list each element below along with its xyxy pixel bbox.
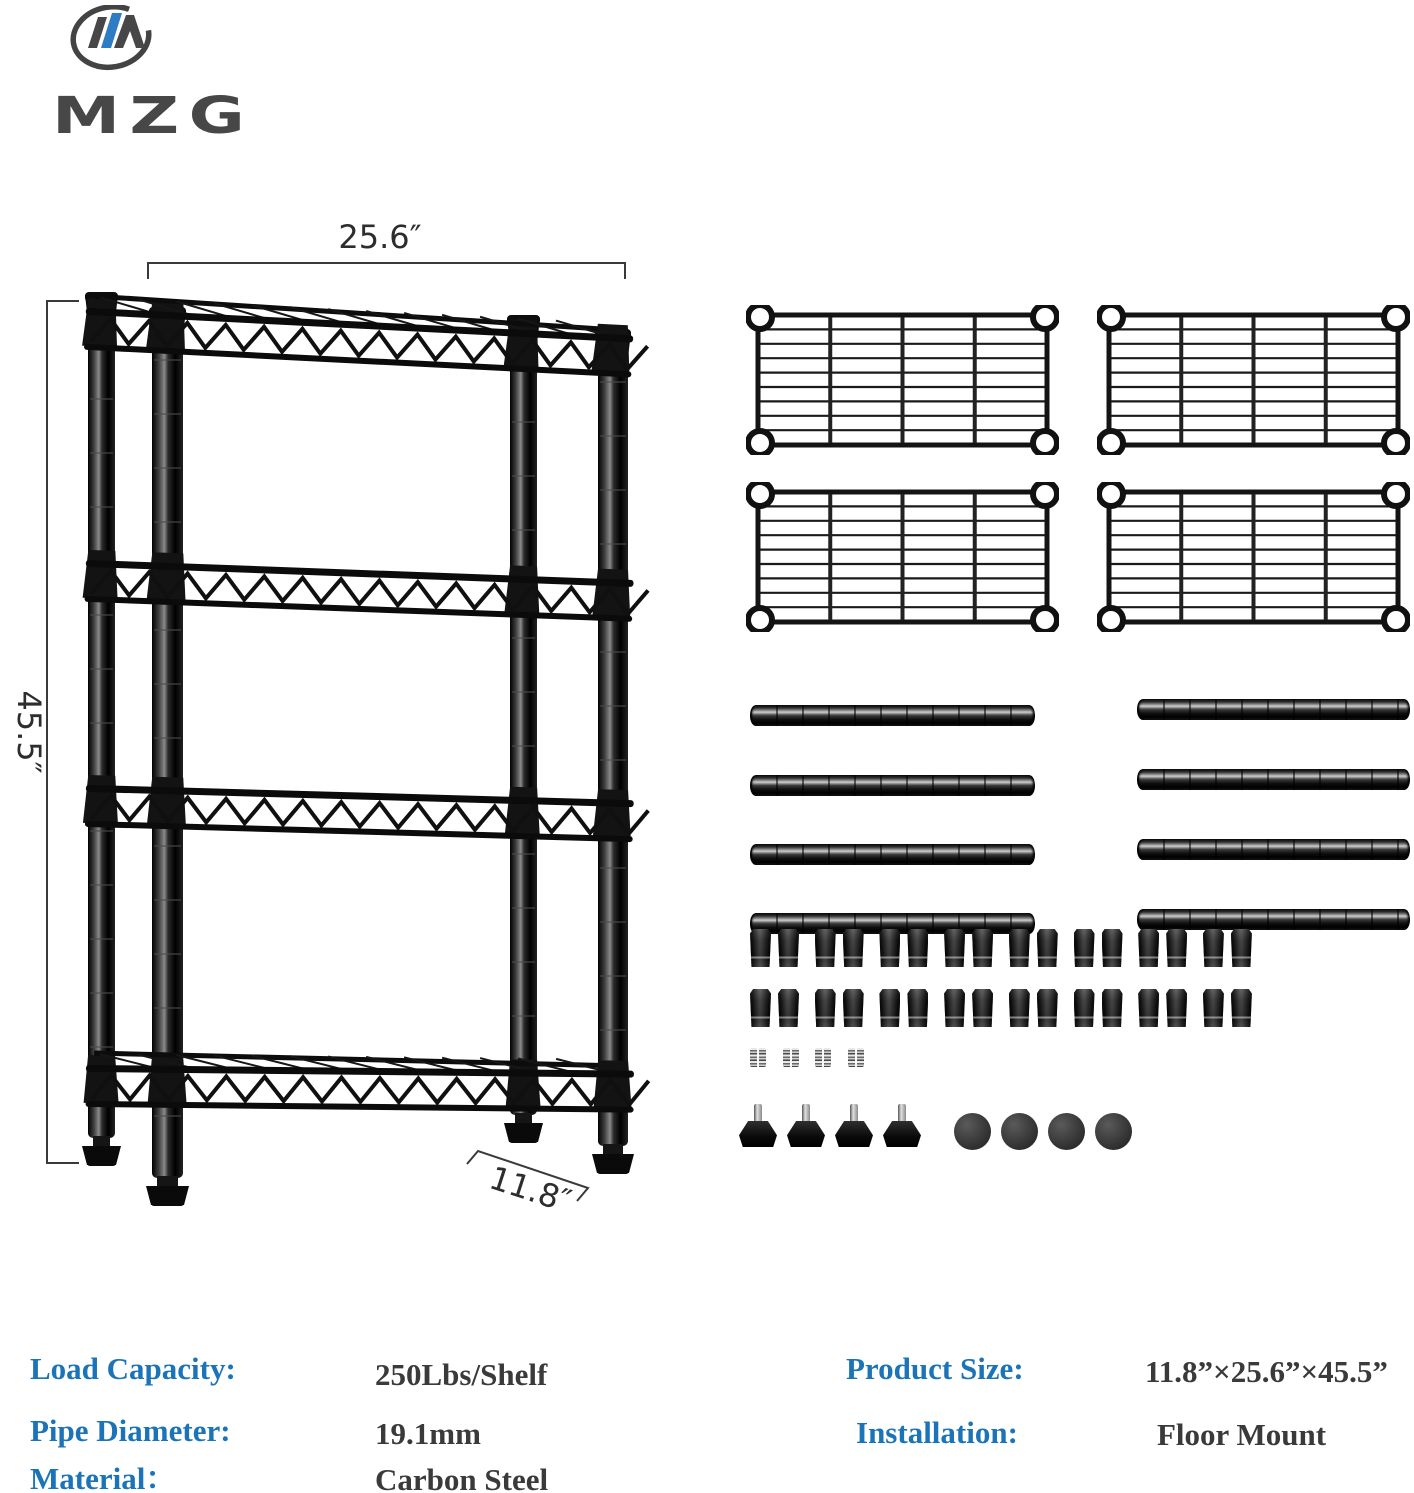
part-sleeve-clip [944, 929, 965, 967]
part-leveling-foot [738, 1104, 778, 1147]
shelf-corner-ring [1033, 482, 1057, 506]
part-sleeve-clip [879, 989, 900, 1027]
shelf-corner-ring [1384, 482, 1408, 506]
part-sleeve-clip [944, 989, 965, 1027]
part-pole [750, 705, 1035, 726]
part-leveling-foot [834, 1104, 874, 1147]
shelf-corner-ring [1099, 305, 1123, 329]
shelf-corner-ring [1099, 482, 1123, 506]
part-sleeve-clip [750, 989, 771, 1027]
spec-value-installation: Floor Mount [1157, 1417, 1327, 1452]
part-sleeve-clip [1166, 989, 1187, 1027]
part-sleeve-clip [1166, 929, 1187, 967]
part-connector [750, 1048, 766, 1067]
spec-label-load-capacity: Load Capacity: [30, 1351, 236, 1386]
part-connector [848, 1048, 864, 1067]
part-sleeve-clip [1138, 989, 1159, 1027]
part-pole [750, 775, 1035, 796]
height-dimension-label: 45.5″ [10, 690, 48, 774]
part-shelf-panel [1097, 482, 1410, 632]
shelf-corner-ring [1033, 608, 1057, 632]
part-sleeve-clip [1231, 989, 1252, 1027]
spec-label-product-size: Product Size: [846, 1351, 1024, 1386]
shelf-corner-ring [748, 305, 772, 329]
part-sleeve-clip [972, 989, 993, 1027]
part-sleeve-clip [1138, 929, 1159, 967]
shelf-corner-ring [1033, 431, 1057, 455]
part-connector [815, 1048, 831, 1067]
part-sleeve-clip [778, 989, 799, 1027]
part-sleeve-clip [1037, 989, 1058, 1027]
part-end-cap [1001, 1113, 1038, 1150]
shelf-corner-ring [1099, 608, 1123, 632]
shelf-corner-ring [748, 482, 772, 506]
part-sleeve-clip [907, 929, 928, 967]
spec-label-pipe-diameter: Pipe Diameter: [30, 1413, 231, 1448]
part-shelf-panel [1097, 305, 1410, 455]
part-sleeve-clip [1009, 929, 1030, 967]
part-sleeve-clip [1203, 929, 1224, 967]
shelf-corner-ring [1033, 305, 1057, 329]
part-sleeve-clip [1203, 989, 1224, 1027]
depth-dimension-label: 11.8″ [484, 1158, 576, 1221]
part-sleeve-clip [879, 929, 900, 967]
part-end-cap [954, 1113, 991, 1150]
shelf-corner-ring [748, 608, 772, 632]
part-end-cap [1048, 1113, 1085, 1150]
part-pole [1137, 909, 1410, 930]
part-sleeve-clip [1074, 929, 1095, 967]
part-connector [783, 1048, 799, 1067]
spec-value-load-capacity: 250Lbs/Shelf [375, 1357, 548, 1392]
spec-value-material: Carbon Steel [375, 1462, 549, 1493]
shelf-corner-ring [748, 431, 772, 455]
part-sleeve-clip [1037, 929, 1058, 967]
part-sleeve-clip [972, 929, 993, 967]
part-sleeve-clip [1231, 929, 1252, 967]
part-sleeve-clip [815, 929, 836, 967]
part-pole [1137, 699, 1410, 720]
part-sleeve-clip [907, 989, 928, 1027]
part-sleeve-clip [1074, 989, 1095, 1027]
part-sleeve-clip [1102, 989, 1123, 1027]
part-shelf-panel [746, 482, 1059, 632]
part-leveling-foot [786, 1104, 826, 1147]
part-sleeve-clip [750, 929, 771, 967]
part-sleeve-clip [843, 989, 864, 1027]
shelf-corner-ring [1384, 431, 1408, 455]
shelf-corner-ring [1384, 305, 1408, 329]
brand-wordmark: MZG [52, 86, 255, 146]
part-end-cap [1095, 1113, 1132, 1150]
part-pole [1137, 769, 1410, 790]
spec-label-installation: Installation: [856, 1415, 1018, 1450]
part-leveling-foot [882, 1104, 922, 1147]
spec-label-material: Material： [30, 1461, 177, 1493]
part-shelf-panel [746, 305, 1059, 455]
part-sleeve-clip [1009, 989, 1030, 1027]
shelf-corner-ring [1099, 431, 1123, 455]
part-sleeve-clip [1102, 929, 1123, 967]
width-dimension-label: 25.6″ [338, 218, 422, 256]
spec-value-product-size: 11.8”×25.6”×45.5” [1145, 1354, 1388, 1389]
part-sleeve-clip [843, 929, 864, 967]
spec-value-pipe-diameter: 19.1mm [375, 1416, 481, 1451]
part-sleeve-clip [815, 989, 836, 1027]
part-pole [1137, 839, 1410, 860]
part-sleeve-clip [778, 929, 799, 967]
shelf-corner-ring [1384, 608, 1408, 632]
part-pole [750, 844, 1035, 865]
